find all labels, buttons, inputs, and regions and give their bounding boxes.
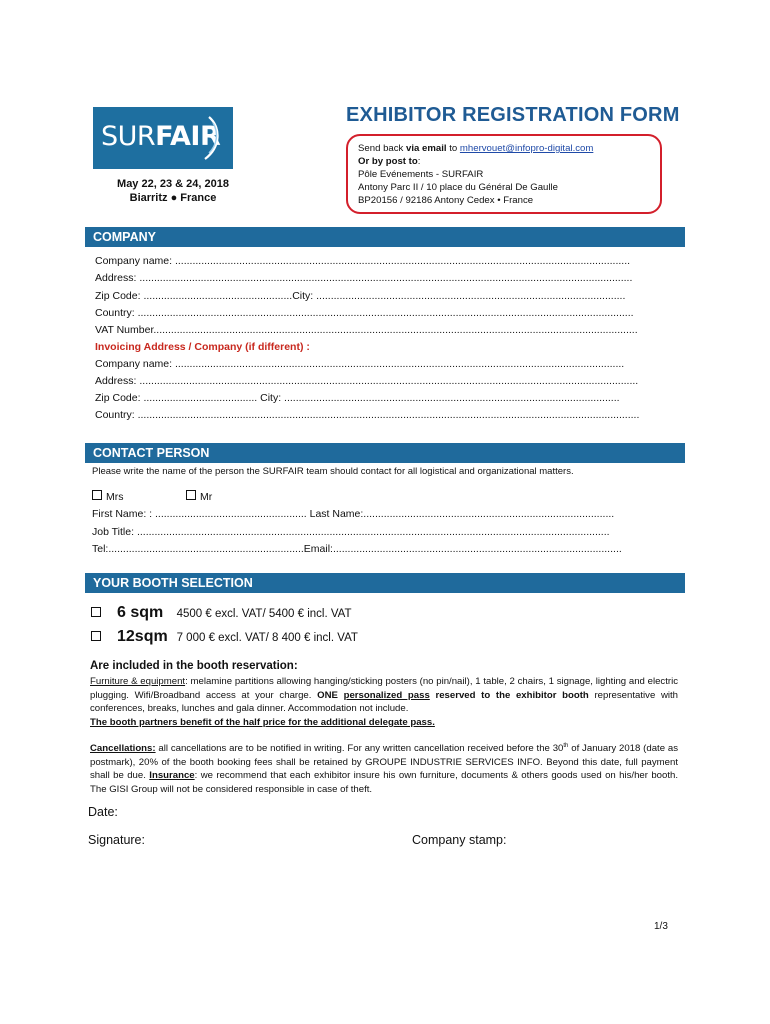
mrs-option[interactable]: Mrs xyxy=(92,490,124,503)
address-field[interactable]: Address: ......................................................................................................................................................................... xyxy=(95,272,633,284)
included-title: Are included in the booth reservation: xyxy=(90,660,298,672)
email-link[interactable]: mhervouet@infopro-digital.com xyxy=(459,143,594,154)
send-back-box xyxy=(346,134,662,214)
zip-city-field[interactable]: Zip Code: ...................................................City: .......................................................................................................... xyxy=(95,290,626,302)
logo-swoosh-icon xyxy=(179,113,221,163)
booth-option-12sqm[interactable]: 12sqm 7 000 € excl. VAT/ 8 400 € incl. VAT xyxy=(91,628,358,646)
event-place: Biarritz ● France xyxy=(129,192,217,204)
post-address-line: BP20156 / 92186 Antony Cedex • France xyxy=(358,195,534,206)
checkbox-icon[interactable] xyxy=(91,607,101,617)
checkbox-icon[interactable] xyxy=(92,490,102,500)
tel-email-field[interactable]: Tel:...................................................................Email:................................................................................................... xyxy=(92,543,622,555)
company-name-field[interactable]: Company name: ............................................................................................................................................................ xyxy=(95,255,631,267)
country-field[interactable]: Country: .......................................................................................................................................................................... xyxy=(95,307,634,319)
date-label: Date: xyxy=(88,805,118,819)
invoice-zip-city-field[interactable]: Zip Code: ....................................... City: ................................................................................................................... xyxy=(95,392,620,404)
partners-note: The booth partners benefit of the half price for the additional delegate pass. xyxy=(90,716,435,728)
page-number: 1/3 xyxy=(654,921,668,932)
checkbox-icon[interactable] xyxy=(91,631,101,641)
company-stamp-label: Company stamp: xyxy=(412,833,507,847)
mr-option[interactable]: Mr xyxy=(186,490,212,503)
contact-section-header: CONTACT PERSON xyxy=(85,443,685,463)
send-back-email-line: Send back via email to mhervouet@infopro-digital.com xyxy=(358,143,594,154)
included-paragraph: Furniture & equipment: melamine partitions allowing hanging/sticking posters (no pin/nail), 1 table, 2 chairs, 1 signage, lighting and electric plugging. Wifi/Broadband access at your charge. ONE personalized pass reserved to the exhibitor booth representative with conferences, breaks, lunches and gala dinner. Accommodation not include. The booth partners benefit of the half price for the additional delegate pass. xyxy=(90,676,679,728)
invoice-address-field[interactable]: Address: ........................................................................................................................................................................... xyxy=(95,375,639,387)
booth-section-header: YOUR BOOTH SELECTION xyxy=(85,573,685,593)
invoice-country-field[interactable]: Country: ............................................................................................................................................................................ xyxy=(95,409,640,421)
signature-label: Signature: xyxy=(88,833,145,847)
send-back-post-line: Or by post to: xyxy=(358,156,421,167)
invoice-company-name-field[interactable]: Company name: .......................................................................................................................................................... xyxy=(95,358,625,370)
event-date: May 22, 23 & 24, 2018 xyxy=(117,178,229,190)
post-address-line: Pôle Evénements - SURFAIR xyxy=(358,169,484,180)
surfair-logo xyxy=(93,107,233,169)
vat-number-field[interactable]: VAT Number...................................................................................................................................................................... xyxy=(95,324,638,336)
page-title: EXHIBITOR REGISTRATION FORM xyxy=(346,104,680,126)
booth-option-6sqm[interactable]: 6 sqm 4500 € excl. VAT/ 5400 € incl. VAT xyxy=(91,604,352,622)
job-title-field[interactable]: Job Title: .................................................................................................................................................................. xyxy=(92,526,610,538)
company-section-header: COMPANY xyxy=(85,227,685,247)
checkbox-icon[interactable] xyxy=(186,490,196,500)
post-address-line: Antony Parc II / 10 place du Général De Gaulle xyxy=(358,182,558,193)
first-last-name-field[interactable]: First Name: : .................................................... Last Name:...................................................................................... xyxy=(92,508,615,520)
logo-wordmark: SURFAIR xyxy=(101,121,221,152)
invoicing-address-label: Invoicing Address / Company (if different) : xyxy=(95,341,310,353)
cancellations-paragraph: Cancellations: all cancellations are to be notified in writing. For any written cancellation received before the 30th of January 2018 (date as postmark), 20% of the booth booking fees shall be retained by GROUPE INDUSTRIE SERVICES INFO. Beyond this date, full payment shall be due. Insurance: we recommend that each exhibitor insure his own furniture, documents & others goods used on his/her booth. The GISI Group will not be considered responsible in case of theft. xyxy=(90,743,679,795)
contact-intro: Please write the name of the person the SURFAIR team should contact for all logistical and organizational matters. xyxy=(92,466,574,477)
